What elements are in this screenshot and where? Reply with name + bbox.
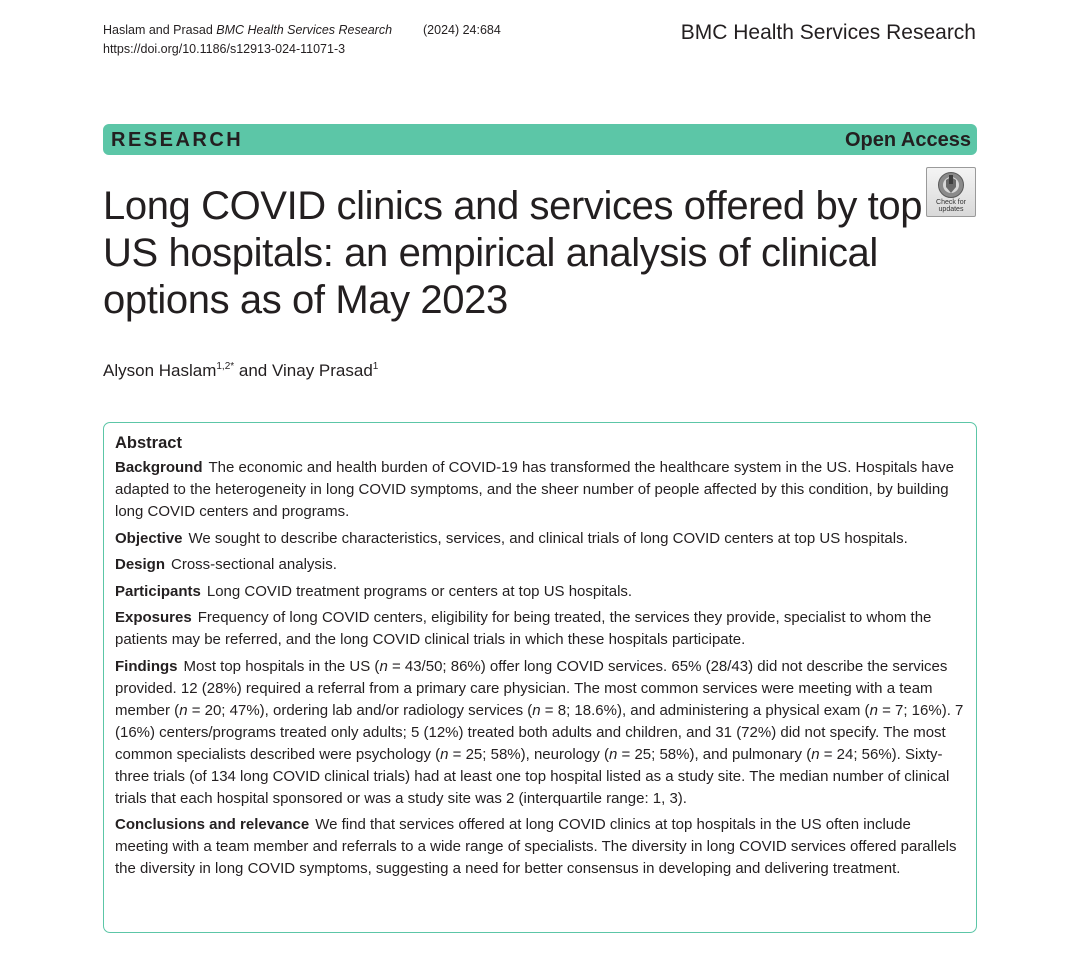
check-for-updates-button[interactable] — [926, 167, 976, 217]
findings-text: = 7; 16%). 7 (16%) centers/programs treated only adults; 5 (12%) treated both adults and children, and 31 (72%) did not specify. The most common specialists described were psychology ( — [115, 701, 964, 763]
abstract-participants-text: Long COVID treatment programs or centers at top US hospitals. — [206, 582, 633, 600]
author-affiliation-sup: 1,2* — [216, 361, 235, 372]
abstract-exposures — [115, 607, 965, 651]
article-type-banner — [103, 124, 977, 155]
author-list — [103, 359, 378, 383]
check-for-updates-line2: updates — [938, 206, 964, 213]
abstract-findings — [115, 656, 965, 810]
running-head-volume: (2024) 24:684 — [423, 23, 501, 37]
article-title: Long COVID clinics and services offered by top US hospitals: an empirical analysis of clinical options as of May 2023 — [103, 184, 923, 322]
check-for-updates-label — [927, 199, 975, 213]
findings-text: = 20; 47%), ordering lab and/or radiology services ( — [187, 701, 533, 719]
author-affiliation-sup: 1 — [372, 361, 379, 372]
author-name[interactable]: Vinay Prasad — [271, 361, 373, 380]
author-connector: and — [234, 361, 272, 380]
abstract-participants-label: Participants — [115, 582, 201, 600]
open-access-label: Open Access — [845, 129, 971, 151]
running-head-journal: BMC Health Services Research — [216, 23, 393, 37]
findings-n-symbol: n — [179, 701, 188, 719]
abstract-participants — [115, 581, 965, 603]
doi-link[interactable]: https://doi.org/10.1186/s12913-024-11071-3 — [103, 42, 346, 56]
abstract-box — [103, 422, 977, 933]
findings-n-symbol: n — [811, 745, 820, 763]
running-head — [103, 21, 501, 59]
abstract-background-label: Background — [115, 459, 203, 476]
abstract-objective-text: We sought to describe characteristics, services, and clinical trials of long COVID centers at top US hospitals. — [188, 529, 908, 547]
abstract-findings-label: Findings — [115, 657, 178, 675]
abstract-conclusions-label: Conclusions and relevance — [115, 816, 310, 833]
abstract-exposures-text: Frequency of long COVID centers, eligibility for being treated, the services they provide, specialist to whom the patients may be referred, and the long COVID clinical trials in which these hospitals participate. — [115, 609, 932, 648]
article-type-label: RESEARCH — [111, 129, 244, 151]
author-name[interactable]: Alyson Haslam — [103, 361, 217, 380]
findings-text: = 24; 56%). Sixty-three trials (of 134 long COVID clinical trials) had at least one top hospital listed as a study site. The median number of clinical trials that each hospital sponsored or was a study site was 2 (interquartile range: 1, 3). — [115, 745, 950, 807]
findings-n-symbol: n — [532, 701, 541, 719]
abstract-design-text: Cross-sectional analysis. — [171, 556, 337, 573]
abstract-conclusions-text: We find that services offered at long COVID clinics at top hospitals in the US often include meeting with a team member and referrals to a wide range of specialists. The diversity in long COVID services offered parallels the diversity in long COVID symptoms, suggesting a need for better consensus in developing and delivering treatment. — [115, 816, 957, 877]
abstract-objective — [115, 528, 965, 550]
check-for-updates-line1: Check for — [936, 199, 966, 206]
findings-text: Most top hospitals in the US ( — [183, 657, 380, 675]
findings-n-symbol: n — [869, 701, 878, 719]
journal-name: BMC Health Services Research — [680, 21, 976, 44]
check-for-updates-icon — [937, 171, 965, 199]
findings-n-symbol: n — [440, 745, 449, 763]
citation-line — [103, 21, 501, 40]
findings-text: = 8; 18.6%), and administering a physical exam ( — [540, 701, 870, 719]
findings-text: = 43/50; 86%) offer long COVID services. 65% (28/43) did not describe the services provided. 12 (28%) required a referral from a primary care physician. The most common services were meeting with a team member ( — [115, 657, 948, 719]
findings-text: = 25; 58%), neurology ( — [448, 745, 609, 763]
abstract-background — [115, 457, 965, 523]
abstract-design-label: Design — [115, 556, 166, 573]
abstract-conclusions — [115, 814, 965, 880]
findings-text: = 25; 58%), and pulmonary ( — [617, 745, 812, 763]
abstract-background-text: The economic and health burden of COVID-19 has transformed the healthcare system in the US. Hospitals have adapted to the heterogeneity in long COVID symptoms, and the sheer number of people affected by this condition, by building long COVID centers and programs. — [115, 459, 954, 520]
running-head-authors: Haslam and Prasad — [103, 23, 213, 37]
abstract-design — [115, 554, 965, 576]
findings-n-symbol: n — [379, 657, 388, 675]
abstract-exposures-label: Exposures — [115, 609, 192, 626]
abstract-heading: Abstract — [115, 434, 182, 452]
abstract-objective-label: Objective — [115, 529, 183, 547]
findings-n-symbol: n — [609, 745, 618, 763]
